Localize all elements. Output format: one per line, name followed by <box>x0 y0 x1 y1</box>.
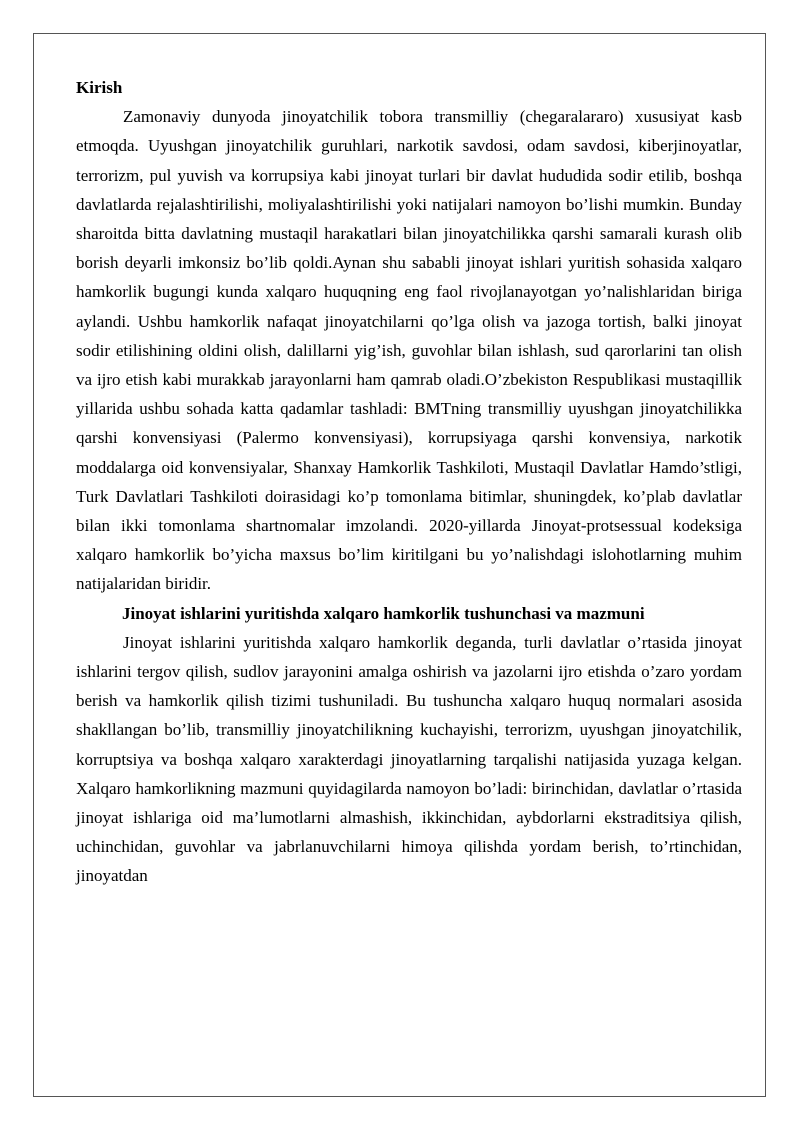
section-heading: Kirish <box>76 78 123 97</box>
section-subheading: Jinoyat ishlarini yuritishda xalqaro hamkorlik tushunchasi va mazmuni <box>122 603 645 623</box>
document-body <box>76 73 742 891</box>
intro-paragraph: Zamonaviy dunyoda jinoyatchilik tobora transmilliy (chegaralararo) xususiyat kasb etmoqda. Uyushgan jinoyatchilik guruhlari, narkotik savdosi, odam savdosi, kiberjinoyatlar, terrorizm, pul yuvish va korrupsiya kabi jinoyat turlari bir davlat hududida sodir etilib, boshqa davlatlarda rejalashtirilishi, moliyalashtirilishi yoki natijalari namoyon bo’lishi mumkin. Bunday sharoitda bitta davlatning mustaqil harakatlari bilan jinoyatchilikka qarshi samarali kurash olib borish deyarli imkonsiz bo’lib qoldi.Aynan shu sababli jinoyat ishlari yuritish sohasida xalqaro hamkorlik bugungi kunda xalqaro huquqning eng faol rivojlanayotgan yo’nalishlaridan biriga aylandi. Ushbu hamkorlik nafaqat jinoyatchilarni qo’lga olish va jazoga tortish, balki jinoyat sodir etilishining oldini olish, dalillarni yig’ish, guvohlar bilan ishlash, sud qarorlarini tan olish va ijro etish kabi murakkab jarayonlarni ham qamrab oladi.O’zbekiston Respublikasi mustaqillik yillarida ushbu sohada katta qadamlar tashladi: BMTning transmilliy uyushgan jinoyatchilikka qarshi konvensiyasi (Palermo konvensiyasi), korrupsiyaga qarshi konvensiya, narkotik moddalarga oid konvensiyalar, Shanxay Hamkorlik Tashkiloti, Mustaqil Davlatlar Hamdo’stligi, Turk Davlatlari Tashkiloti doirasidagi ko’p tomonlama bitimlar, shuningdek, ko’plab davlatlar bilan ikki tomonlama shartnomalar imzolandi. 2020-yillarda Jinoyat-protsessual kodeksiga xalqaro hamkorlik bo’yicha maxsus bo’lim kiritilgani bu yo’nalishdagi islohotlarning muhim natijalaridan biridir. <box>76 107 742 594</box>
body-paragraph: Jinoyat ishlarini yuritishda xalqaro hamkorlik deganda, turli davlatlar o’rtasida jinoyat ishlarini tergov qilish, sudlov jarayonini amalga oshirish va jazolarni ijro etishda o’zaro yordam berish va hamkorlik qilish tizimi tushuniladi. Bu tushuncha xalqaro huquq normalari asosida shakllangan bo’lib, transmilliy jinoyatchilikning kuchayishi, terrorizm, uyushgan jinoyatchilik, korruptsiya va boshqa xalqaro xarakterdagi jinoyatlarning tarqalishi natijasida yuzaga kelgan. Xalqaro hamkorlikning mazmuni quyidagilarda namoyon bo’ladi: birinchidan, davlatlar o’rtasida jinoyat ishlariga oid ma’lumotlarni almashish, ikkinchidan, aybdorlarni ekstraditsiya qilish, uchinchidan, guvohlar va jabrlanuvchilarni himoya qilishda yordam berish, to’rtinchidan, jinoyatdan <box>76 632 742 886</box>
